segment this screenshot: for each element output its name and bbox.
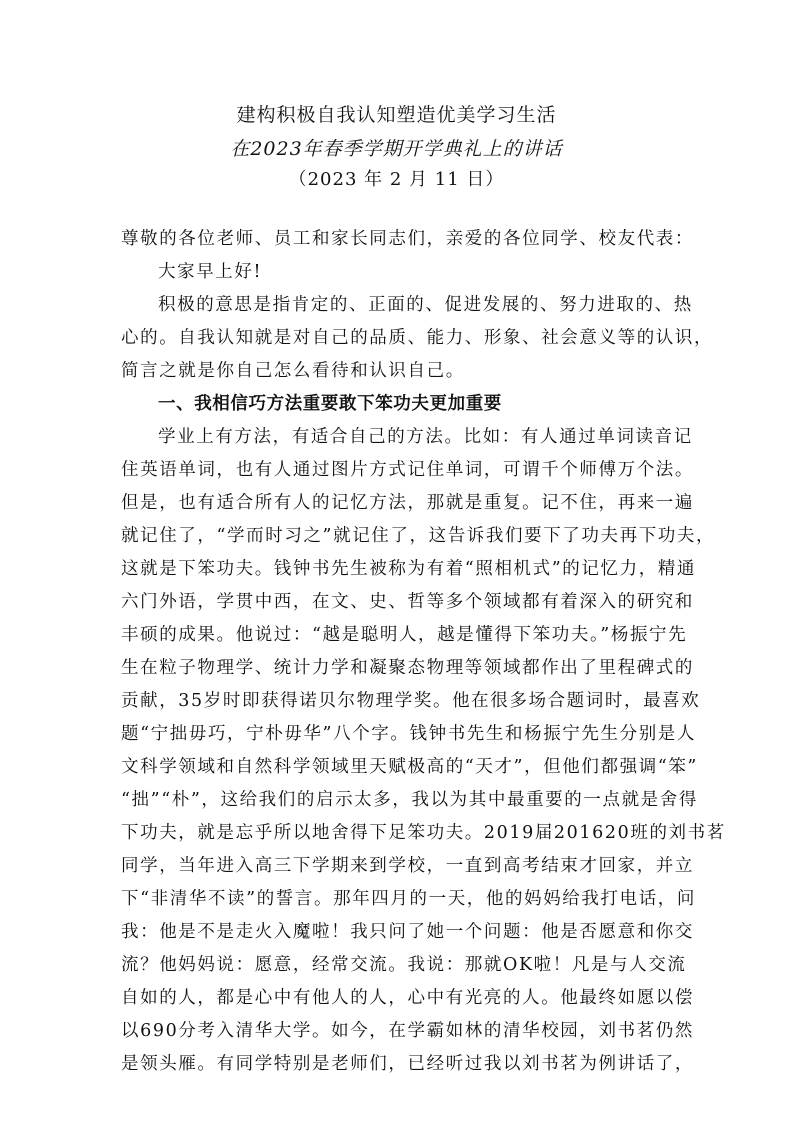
body-text-line: 六门外语，学贯中西，在文、史、哲等多个领域都有着深入的研究和 xyxy=(121,592,694,612)
body-text-line: 丰硕的成果。他说过：“越是聪明人，越是懂得下笨功夫。”杨振宁先 xyxy=(121,625,688,645)
body-text-line: 住英语单词，也有人通过图片方式记住单词，可谓千个师傅万个法。 xyxy=(121,460,694,480)
body-text-line: 以690分考入清华大学。如今，在学霸如林的清华校园，刘书茗仍然 xyxy=(121,1021,694,1041)
section-heading: 一、我相信巧方法重要敢下笨功夫更加重要 xyxy=(158,394,502,414)
body-text-line: 下功夫，就是忘乎所以地舍得下足笨功夫。2019届201620班的刘书茗 xyxy=(121,823,726,843)
body-text-line: 学业上有方法，有适合自己的方法。比如：有人通过单词读音记 xyxy=(158,427,693,447)
body-text-line: 但是，也有适合所有人的记忆方法，那就是重复。记不住，再来一遍 xyxy=(121,493,694,513)
document-subtitle: 在2023年春季学期开学典礼上的讲话 xyxy=(230,138,563,160)
body-text-line: 下“非清华不读”的誓言。那年四月的一天，他的妈妈给我打电话，问 xyxy=(121,889,696,909)
document-title: 建构积极自我认知塑造优美学习生活 xyxy=(236,104,557,126)
body-text-line: 积极的意思是指肯定的、正面的、促进发展的、努力进取的、热 xyxy=(158,295,693,315)
body-text-line: 就记住了，“学而时习之”就记住了，这告诉我们要下了功夫再下功夫， xyxy=(121,526,716,546)
body-text-line: 自如的人，都是心中有他人的人，心中有光亮的人。他最终如愿以偿 xyxy=(121,988,694,1008)
body-text-line: 同学，当年进入高三下学期来到学校，一直到高考结束才回家，并立 xyxy=(121,856,694,876)
body-text-line: 简言之就是你自己怎么看待和认识自己。 xyxy=(121,361,465,381)
body-text-line: 大家早上好! xyxy=(158,262,263,282)
body-text-line: 心的。自我认知就是对自己的品质、能力、形象、社会意义等的认识， xyxy=(121,328,714,348)
body-text-line: 题“宁拙毋巧，宁朴毋华”八个字。钱钟书先生和杨振宁先生分别是人 xyxy=(121,724,696,744)
body-text-line: 我：他是不是走火入魔啦！我只问了她一个问题：他是否愿意和你交 xyxy=(121,922,694,942)
body-text-line: 贡献，35岁时即获得诺贝尔物理学奖。他在很多场合题词时，最喜欢 xyxy=(121,691,701,711)
body-text-line: 尊敬的各位老师、员工和家长同志们，亲爱的各位同学、校友代表： xyxy=(121,229,694,249)
body-text-line: 生在粒子物理学、统计力学和凝聚态物理等领域都作出了里程碑式的 xyxy=(121,658,694,678)
body-text-line: 这就是下笨功夫。钱钟书先生被称为有着“照相机式”的记忆力，精通 xyxy=(121,559,696,579)
body-text-line: 是领头雁。有同学特别是老师们，已经听过我以刘书茗为例讲话了， xyxy=(121,1054,694,1074)
document-body xyxy=(121,224,726,1082)
body-text-line: 流？他妈妈说：愿意，经常交流。我说：那就OK啦！凡是与人交流 xyxy=(121,955,687,975)
document-date: （2023 年 2 月 11 日） xyxy=(288,169,505,190)
body-text-line: “拙”“朴”，这给我们的启示太多，我以为其中最重要的一点就是舍得 xyxy=(121,790,698,810)
body-text-line: 文科学领域和自然科学领域里天赋极高的“天才”，但他们都强调“笨” xyxy=(121,757,698,777)
